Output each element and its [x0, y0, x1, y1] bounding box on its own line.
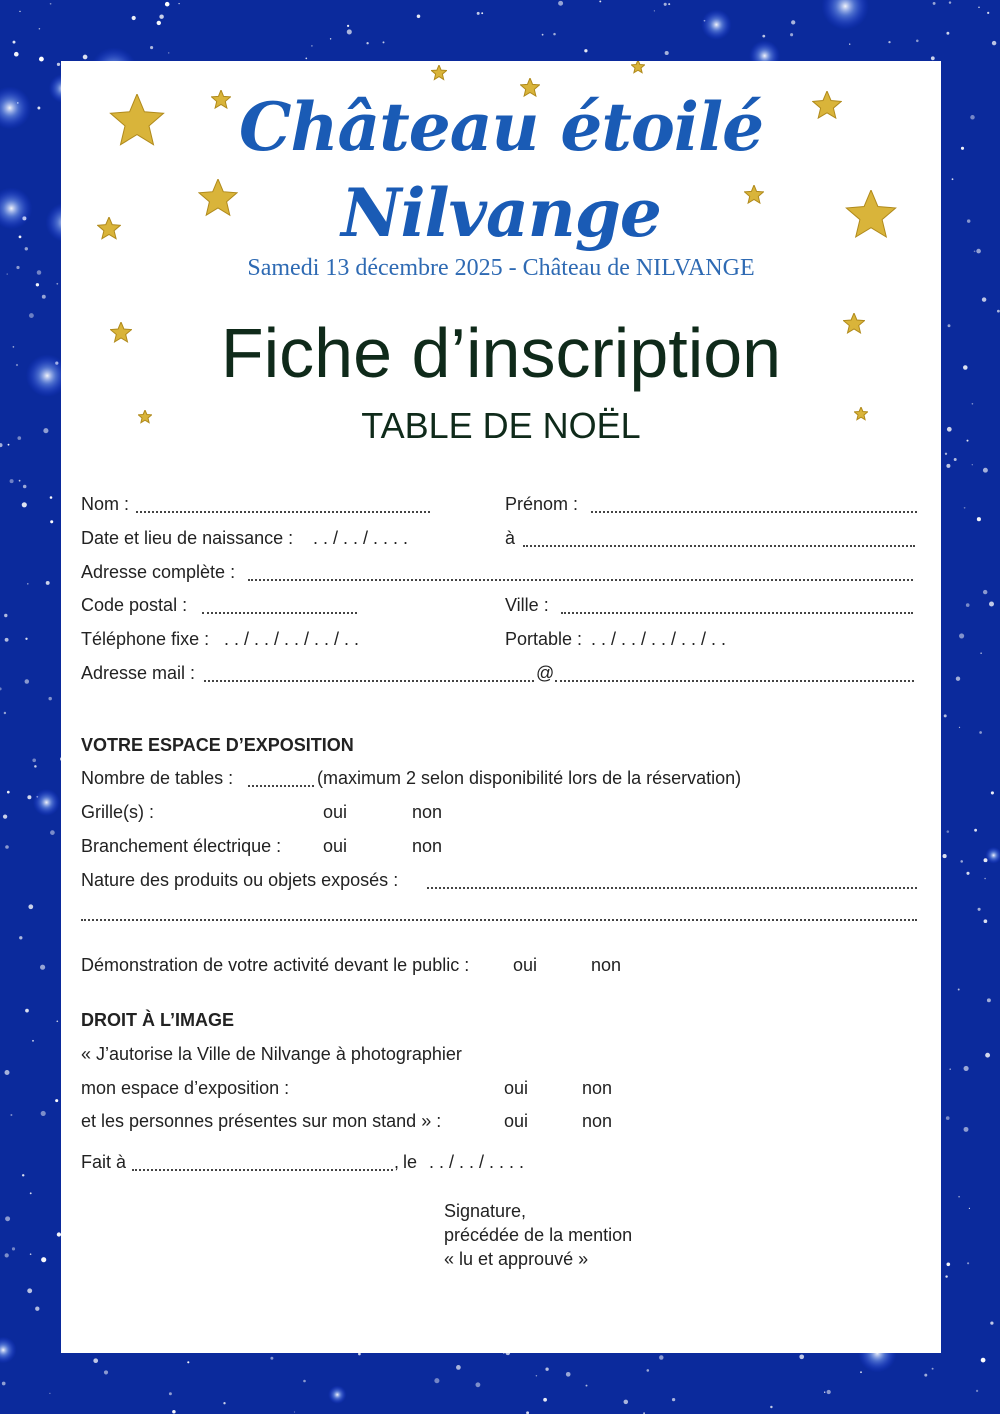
tel-fixe-field[interactable]: . . / . . / . . / . . / . . [224, 629, 360, 649]
sparkle-dot [947, 830, 950, 833]
sparkle-dot [19, 936, 22, 939]
birth-date-field[interactable]: . . / . . / . . . . [313, 528, 409, 548]
sparkle-dot [947, 427, 952, 432]
sparkle-dot [933, 2, 936, 5]
sparkle-dot [358, 1353, 361, 1356]
sparkle-dot [945, 453, 947, 455]
sparkle-dot [13, 346, 15, 348]
sparkle-dot [159, 14, 163, 18]
sparkle-dot [586, 1385, 588, 1387]
sparkle-dot [270, 1357, 273, 1360]
sparkle-dot [456, 1365, 461, 1370]
sparkle-dot [956, 677, 960, 681]
sparkle-dot [958, 989, 960, 991]
sparkle-dot [974, 250, 976, 252]
prenom-label: Prénom : [505, 494, 579, 514]
signature-date-field[interactable]: . . / . . / . . . . [429, 1152, 525, 1172]
form-heading: Fiche d’inscription [220, 314, 782, 392]
sparkle-dot [654, 10, 655, 11]
sparkle-dot [16, 266, 19, 269]
sparkle-dot [12, 1247, 15, 1250]
sparkle-dot [10, 479, 14, 483]
sparkle-dot [976, 249, 981, 254]
prenom-field[interactable] [591, 511, 917, 513]
sparkle-dot [56, 283, 58, 285]
sparkle-dot [558, 1, 563, 6]
sparkle-dot [948, 324, 951, 327]
sparkle-dot [55, 1099, 58, 1102]
sparkle-dot [974, 829, 977, 832]
sparkle-dot [985, 1053, 990, 1058]
sparkle-dot [824, 1392, 825, 1393]
sparkle-dot [969, 1208, 970, 1209]
adresse-label: Adresse complète : [81, 562, 236, 582]
signature-mention: précédée de la mention [444, 1225, 633, 1245]
sparkle-dot [43, 428, 48, 433]
sparkle-dot [2, 1382, 6, 1386]
signature-label: Signature, [444, 1201, 527, 1221]
sparkle-dot [989, 602, 994, 607]
mail-domain-field[interactable] [555, 680, 914, 682]
sparkle-dot [19, 480, 21, 482]
sparkle-dot [27, 1288, 32, 1293]
sparkle-dot [990, 1321, 993, 1324]
portable-field[interactable]: . . / . . / . . / . . / . . [591, 629, 727, 649]
sparkle-dot [984, 878, 986, 880]
sparkle-dot [39, 28, 41, 30]
nb-tables-note: (maximum 2 selon disponibilité lors de la réservation) [317, 768, 742, 788]
branchement-label: Branchement électrique : [81, 836, 282, 856]
sparkle-dot [48, 697, 51, 700]
sparkle-dot [827, 1390, 831, 1394]
sparkle-dot [172, 1410, 176, 1414]
sparkle-dot [790, 33, 793, 36]
nature-field[interactable] [427, 887, 917, 889]
sparkle-dot [976, 1390, 978, 1392]
sparkle-dot [945, 1275, 947, 1277]
sparkle-dot [46, 581, 50, 585]
sparkle-dot [983, 468, 988, 473]
sparkle-dot [949, 1068, 951, 1070]
sparkle-dot [981, 1358, 986, 1363]
demonstration-oui-option[interactable]: oui [513, 955, 538, 975]
sparkle-dot [157, 21, 161, 25]
sparkle-dot [294, 1411, 295, 1412]
sparkle-dot [16, 364, 18, 366]
sparkle-dot [4, 712, 6, 714]
sparkle-dot [5, 1070, 10, 1075]
sparkle-dot [961, 147, 964, 150]
sparkle-dot [982, 297, 986, 301]
demonstration-label: Démonstration de votre activité devant le public : [81, 955, 470, 975]
sparkle-dot [668, 3, 670, 5]
sparkle-dot [553, 33, 556, 36]
sparkle-dot [888, 41, 890, 43]
sparkle-dot [5, 845, 9, 849]
glow-spot [328, 1386, 346, 1404]
sparkle-dot [169, 1392, 172, 1395]
sparkle-dot [944, 714, 947, 717]
event-title-line1: Château étoilé [238, 88, 764, 166]
sparkle-dot [987, 12, 989, 14]
sparkle-dot [14, 52, 19, 57]
sparkle-dot [36, 283, 39, 286]
sparkle-dot [35, 1307, 39, 1311]
sparkle-dot [13, 41, 16, 44]
sparkle-dot [25, 1009, 29, 1013]
sparkle-dot [659, 1355, 663, 1359]
sparkle-dot [584, 49, 587, 52]
sparkle-dot [56, 1020, 58, 1022]
sparkle-dot [29, 313, 34, 318]
droit-line2: mon espace d’exposition : [81, 1078, 290, 1098]
sparkle-dot [25, 638, 27, 640]
sparkle-dot [83, 55, 88, 60]
adresse-field[interactable] [248, 579, 913, 581]
glow-spot [701, 9, 732, 40]
sparkle-dot [762, 35, 765, 38]
sparkle-dot [305, 58, 307, 60]
sparkle-dot [37, 270, 42, 275]
droit-line1: « J’autorise la Ville de Nilvange à photographier [81, 1044, 462, 1064]
sparkle-dot [32, 758, 36, 762]
nom-label: Nom : [81, 494, 130, 514]
sparkle-dot [5, 1253, 9, 1257]
sparkle-dot [25, 247, 28, 250]
sparkle-dot [23, 485, 27, 489]
portable-label: Portable : [505, 629, 583, 649]
mail-user-field[interactable] [204, 680, 534, 682]
sparkle-dot [150, 46, 153, 49]
birth-place-field[interactable] [523, 545, 915, 547]
sparkle-dot [943, 854, 947, 858]
fait-a-field[interactable] [132, 1169, 393, 1171]
sparkle-dot [987, 998, 991, 1002]
sparkle-dot [22, 502, 27, 507]
sparkle-dot [983, 590, 987, 594]
code-postal-field[interactable] [202, 612, 357, 614]
sparkle-dot [19, 11, 20, 12]
nb-tables-label: Nombre de tables : [81, 768, 234, 788]
branchement-non-option[interactable]: non [412, 836, 443, 856]
sparkle-dot [34, 765, 37, 768]
sparkle-dot [41, 1257, 46, 1262]
sparkle-dot [791, 20, 795, 24]
sparkle-dot [966, 872, 969, 875]
nom-field[interactable] [136, 511, 430, 513]
sparkle-dot [946, 464, 950, 468]
event-date-location: Samedi 13 décembre 2025 - Château de NILVANGE [247, 255, 755, 281]
sparkle-dot [93, 1358, 98, 1363]
sparkle-dot [949, 1, 951, 3]
sparkle-dot [543, 1398, 547, 1402]
sparkle-dot [978, 7, 980, 9]
sparkle-dot [952, 178, 954, 180]
sparkle-dot [972, 403, 974, 405]
sparkle-dot [50, 3, 52, 5]
sparkle-dot [49, 1393, 50, 1394]
sparkle-dot [42, 295, 46, 299]
sparkle-dot [599, 0, 601, 2]
sparkle-dot [860, 1371, 862, 1373]
grilles-label: Grille(s) : [81, 802, 154, 822]
sparkle-dot [916, 40, 919, 43]
droit-image-heading: DROIT À L’IMAGE [81, 1010, 234, 1030]
registration-form-sheet [61, 61, 941, 1353]
sparkle-dot [959, 727, 960, 728]
event-title-line2: Nilvange [341, 174, 661, 252]
sparkle-dot [27, 583, 28, 584]
mail-label: Adresse mail : [81, 663, 196, 683]
sparkle-dot [50, 520, 53, 523]
sparkle-dot [25, 679, 29, 683]
form-subheading: TABLE DE NOËL [361, 405, 641, 446]
sparkle-dot [311, 45, 313, 47]
fait-a-comma: , [394, 1152, 400, 1172]
sparkle-dot [991, 791, 994, 794]
sparkle-dot [924, 1374, 927, 1377]
sparkle-dot [30, 1192, 32, 1194]
sparkle-dot [964, 1066, 969, 1071]
sparkle-dot [665, 51, 669, 55]
sparkle-dot [963, 365, 968, 370]
sparkle-dot [536, 1375, 537, 1376]
ville-label: Ville : [505, 595, 549, 615]
sparkle-dot [959, 633, 964, 638]
personnes-non-option[interactable]: non [582, 1111, 613, 1131]
sparkle-dot [366, 42, 368, 44]
sparkle-dot [330, 38, 331, 39]
sparkle-dot [28, 904, 33, 909]
sparkle-dot [964, 507, 966, 509]
sparkle-dot [475, 1382, 480, 1387]
personnes-oui-option[interactable]: oui [504, 1111, 529, 1131]
ville-field[interactable] [561, 612, 913, 614]
sparkle-dot [542, 34, 544, 36]
sparkle-dot [946, 32, 949, 35]
sparkle-dot [477, 12, 480, 15]
sparkle-dot [964, 1127, 969, 1132]
sparkle-dot [970, 115, 975, 120]
sparkle-dot [434, 1378, 439, 1383]
sparkle-dot [40, 965, 45, 970]
sparkle-dot [347, 29, 352, 34]
sparkle-dot [165, 2, 170, 7]
sparkle-dot [566, 1372, 571, 1377]
sparkle-dot [57, 63, 60, 66]
sparkle-dot [967, 219, 970, 222]
sparkle-dot [647, 1369, 650, 1372]
sparkle-dot [978, 908, 981, 911]
expo-heading: VOTRE ESPACE D’EXPOSITION [81, 735, 354, 755]
sparkle-dot [849, 43, 850, 44]
sparkle-dot [672, 1398, 675, 1401]
nature-field-line2[interactable] [81, 919, 917, 921]
sparkle-dot [32, 1040, 34, 1042]
sparkle-dot [27, 795, 31, 799]
sparkle-dot [10, 1114, 12, 1116]
grilles-oui-option[interactable]: oui [323, 802, 348, 822]
sparkle-dot [7, 791, 10, 794]
sparkle-dot [960, 860, 963, 863]
nature-label: Nature des produits ou objets exposés : [81, 870, 399, 890]
sparkle-dot [303, 1380, 306, 1383]
sparkle-dot [41, 1111, 46, 1116]
sparkle-dot [178, 3, 179, 4]
sparkle-dot [977, 517, 981, 521]
sparkle-dot [979, 731, 982, 734]
espace-non-option[interactable]: non [582, 1078, 613, 1098]
le-label: le [403, 1152, 418, 1172]
sparkle-dot [37, 107, 40, 110]
sparkle-dot [799, 1354, 804, 1359]
sparkle-dot [17, 436, 21, 440]
signature-lu-approuve: « lu et approuvé » [444, 1249, 589, 1269]
sparkle-dot [992, 41, 996, 45]
sparkle-dot [383, 41, 385, 43]
sparkle-dot [223, 1402, 225, 1404]
sparkle-dot [5, 1216, 10, 1221]
sparkle-dot [50, 830, 55, 835]
sparkle-dot [7, 273, 8, 274]
sparkle-dot [50, 496, 53, 499]
sparkle-dot [481, 12, 483, 14]
sparkle-dot [958, 1196, 960, 1198]
nb-tables-field[interactable] [248, 785, 314, 787]
sparkle-dot [997, 310, 1000, 313]
droit-line3: et les personnes présentes sur mon stand » : [81, 1111, 442, 1131]
sparkle-dot [4, 614, 7, 617]
fait-a-label: Fait à [81, 1152, 127, 1172]
sparkle-dot [932, 1368, 934, 1370]
code-postal-label: Code postal : [81, 595, 188, 615]
birth-place-prefix: à [505, 528, 516, 548]
sparkle-dot [8, 444, 10, 446]
sparkle-dot [770, 1406, 772, 1408]
sparkle-dot [347, 25, 349, 27]
sparkle-dot [624, 1400, 629, 1405]
sparkle-dot [946, 1116, 950, 1120]
at-sign: @ [536, 663, 555, 683]
sparkle-dot [168, 52, 170, 54]
grilles-non-option[interactable]: non [412, 802, 443, 822]
sparkle-dot [3, 814, 7, 818]
sparkle-dot [946, 1262, 950, 1266]
sparkle-dot [954, 458, 957, 461]
sparkle-dot [967, 1262, 969, 1264]
sparkle-dot [132, 16, 136, 20]
branchement-oui-option[interactable]: oui [323, 836, 348, 856]
sparkle-dot [966, 603, 970, 607]
glow-spot [33, 789, 60, 816]
sparkle-dot [972, 464, 973, 465]
sparkle-dot [5, 638, 9, 642]
sparkle-dot [417, 15, 421, 19]
sparkle-dot [545, 1368, 548, 1371]
demonstration-non-option[interactable]: non [591, 955, 622, 975]
sparkle-dot [104, 1370, 108, 1374]
tel-fixe-label: Téléphone fixe : [81, 629, 210, 649]
sparkle-dot [30, 1253, 32, 1255]
gold-star-icon [431, 65, 447, 86]
sparkle-dot [931, 56, 935, 60]
sparkle-dot [980, 653, 981, 654]
sparkle-dot [664, 3, 667, 6]
sparkle-dot [967, 440, 969, 442]
gold-star-icon [631, 61, 645, 79]
sparkle-dot [19, 236, 22, 239]
date-lieu-label: Date et lieu de naissance : [81, 528, 294, 548]
sparkle-dot [187, 1361, 189, 1363]
sparkle-dot [984, 919, 988, 923]
espace-oui-option[interactable]: oui [504, 1078, 529, 1098]
sparkle-dot [39, 57, 44, 62]
sparkle-dot [22, 1174, 24, 1176]
